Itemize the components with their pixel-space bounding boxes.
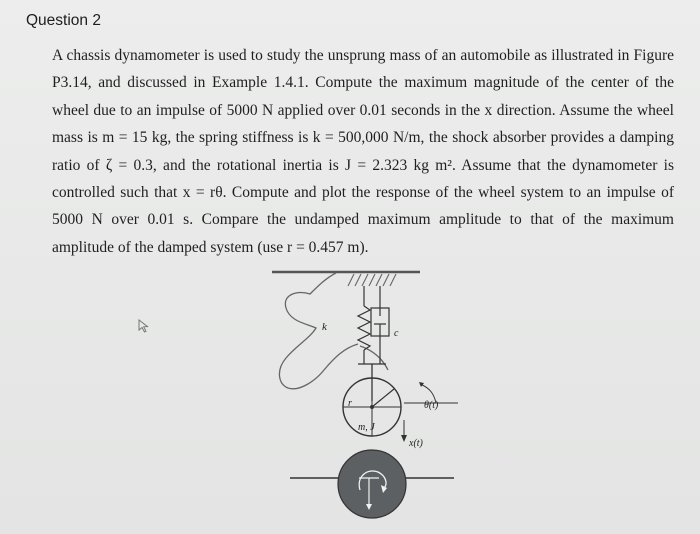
- mouse-pointer-icon: [137, 319, 151, 333]
- problem-line: 5000 N over 0.01 s. Compare the undamped maximum amplitude to that of the maximum: [52, 211, 674, 229]
- spring-label: k: [322, 321, 327, 333]
- problem-line: ratio of ζ = 0.3, and the rotational inertia is J = 2.323 kg m². Assume that the dynamometer is: [52, 156, 674, 174]
- ceiling-hatch: [348, 274, 396, 286]
- car-body-outline: [279, 273, 358, 389]
- radius-label: r: [348, 398, 352, 409]
- x-label: x(t): [409, 438, 423, 449]
- problem-line: P3.14, and discussed in Example 1.4.1. Compute the maximum magnitude of the center of the: [52, 74, 674, 92]
- dynamometer-figure: [268, 266, 518, 531]
- wheel-radius: [372, 389, 394, 407]
- problem-line: controlled such that x = rθ. Compute and plot the response of the wheel system to an impulse of: [52, 184, 674, 202]
- roller-drum: [338, 450, 406, 518]
- problem-line: wheel due to an impulse of 5000 N applied over 0.01 seconds in the x direction. Assume the wheel: [52, 101, 674, 119]
- damper-label: c: [394, 328, 399, 339]
- question-title: Question 2: [26, 12, 101, 29]
- mass-inertia-label: m, J: [358, 422, 375, 433]
- spring: [358, 306, 370, 350]
- x-arrow: [401, 435, 407, 442]
- problem-line: amplitude of the damped system (use r = 0.457 m).: [52, 238, 369, 256]
- problem-statement: [52, 42, 674, 261]
- problem-line: A chassis dynamometer is used to study the unsprung mass of an automobile as illustrated in Figure: [52, 47, 674, 64]
- theta-label: θ(t): [424, 400, 439, 411]
- problem-line: mass is m = 15 kg, the spring stiffness is k = 500,000 N/m, the shock absorber provides a damping: [52, 129, 674, 147]
